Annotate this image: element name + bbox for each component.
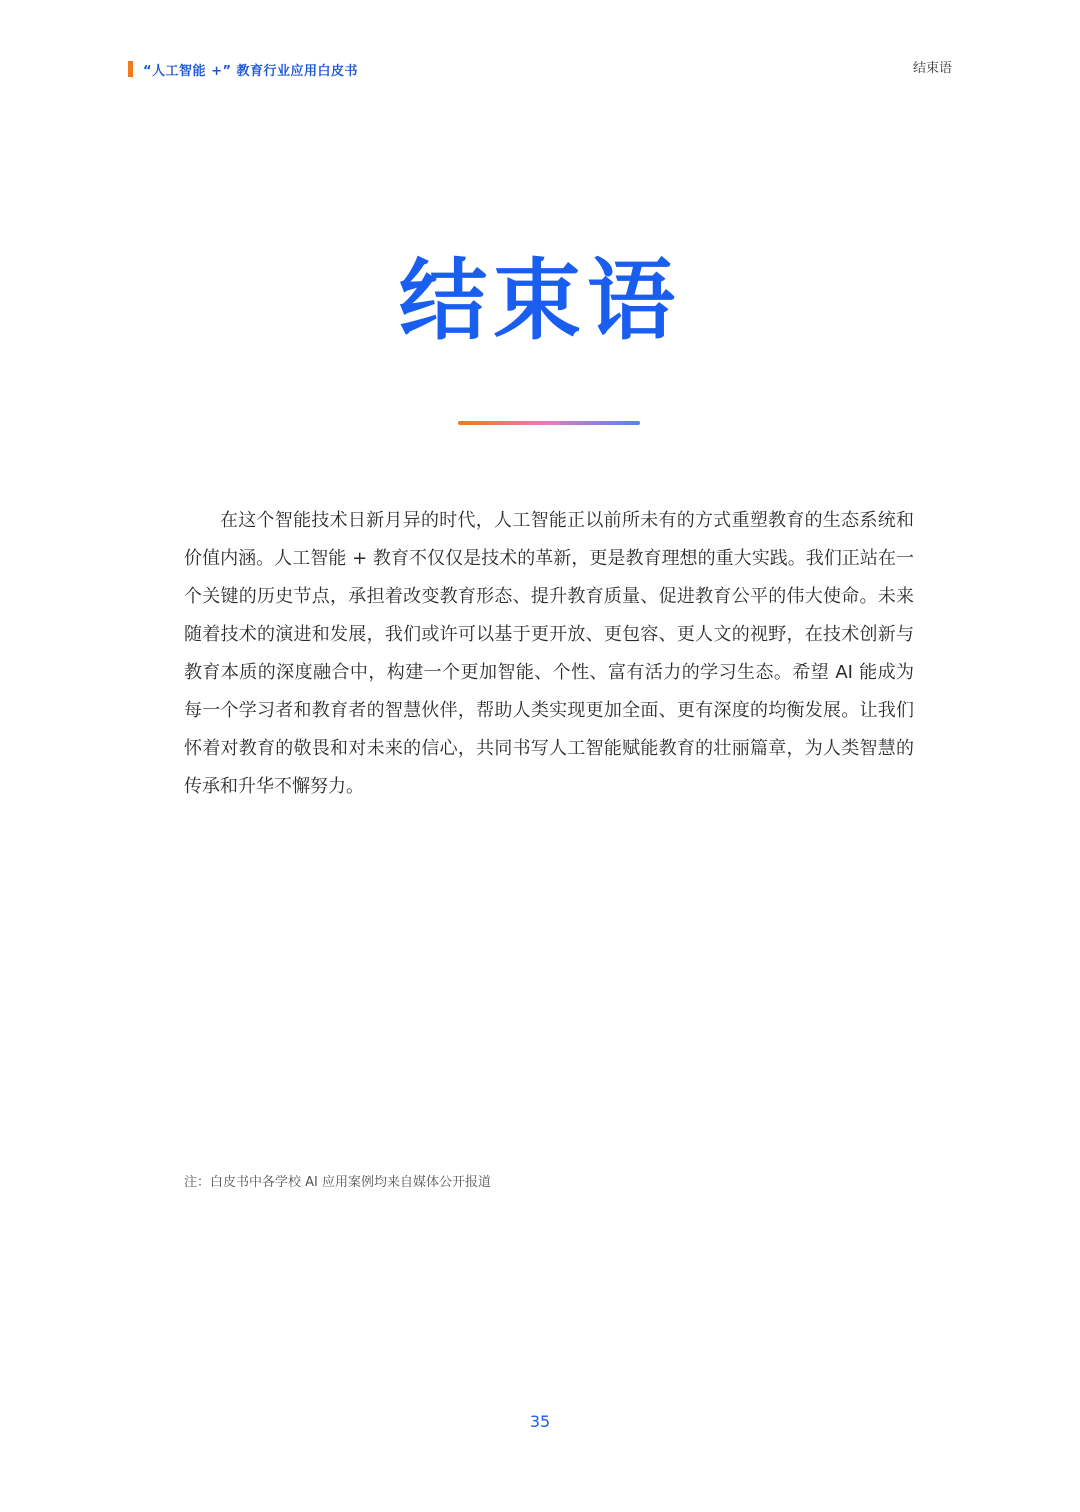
footnote: 注：白皮书中各学校 AI 应用案例均来自媒体公开报道 — [184, 1175, 491, 1190]
page-number: 35 — [529, 1412, 551, 1431]
page-title: 结束语 — [398, 249, 681, 352]
running-header — [128, 60, 358, 78]
header-accent-bar — [128, 61, 133, 77]
conclusion-paragraph: 在这个智能技术日新月异的时代，人工智能正以前所未有的方式重塑教育的生态系统和价值内涵。人工智能 + 教育不仅仅是技术的革新，更是教育理想的重大实践。我们正站在一个关键的历史节点，承担着改变教育形态、提升教育质量、促进教育公平的伟大使命。未来随着技术的演进和发展，我们或许可以基于更开放、更包容、更人文的视野，在技术创新与教育本质的深度融合中，构建一个更加智能、个性、富有活力的学习生态。希望 AI 能成为每一个学习者和教育者的智慧伙伴，帮助人类实现更加全面、更有深度的均衡发展。让我们怀着对教育的敬畏和对未来的信心，共同书写人工智能赋能教育的壮丽篇章，为人类智慧的传承和升华不懈努力。 — [184, 510, 914, 797]
header-document-title: “人工智能 +” 教育行业应用白皮书 — [143, 63, 359, 79]
header-section-name: 结束语 — [912, 61, 952, 76]
title-gradient-divider — [458, 421, 640, 425]
